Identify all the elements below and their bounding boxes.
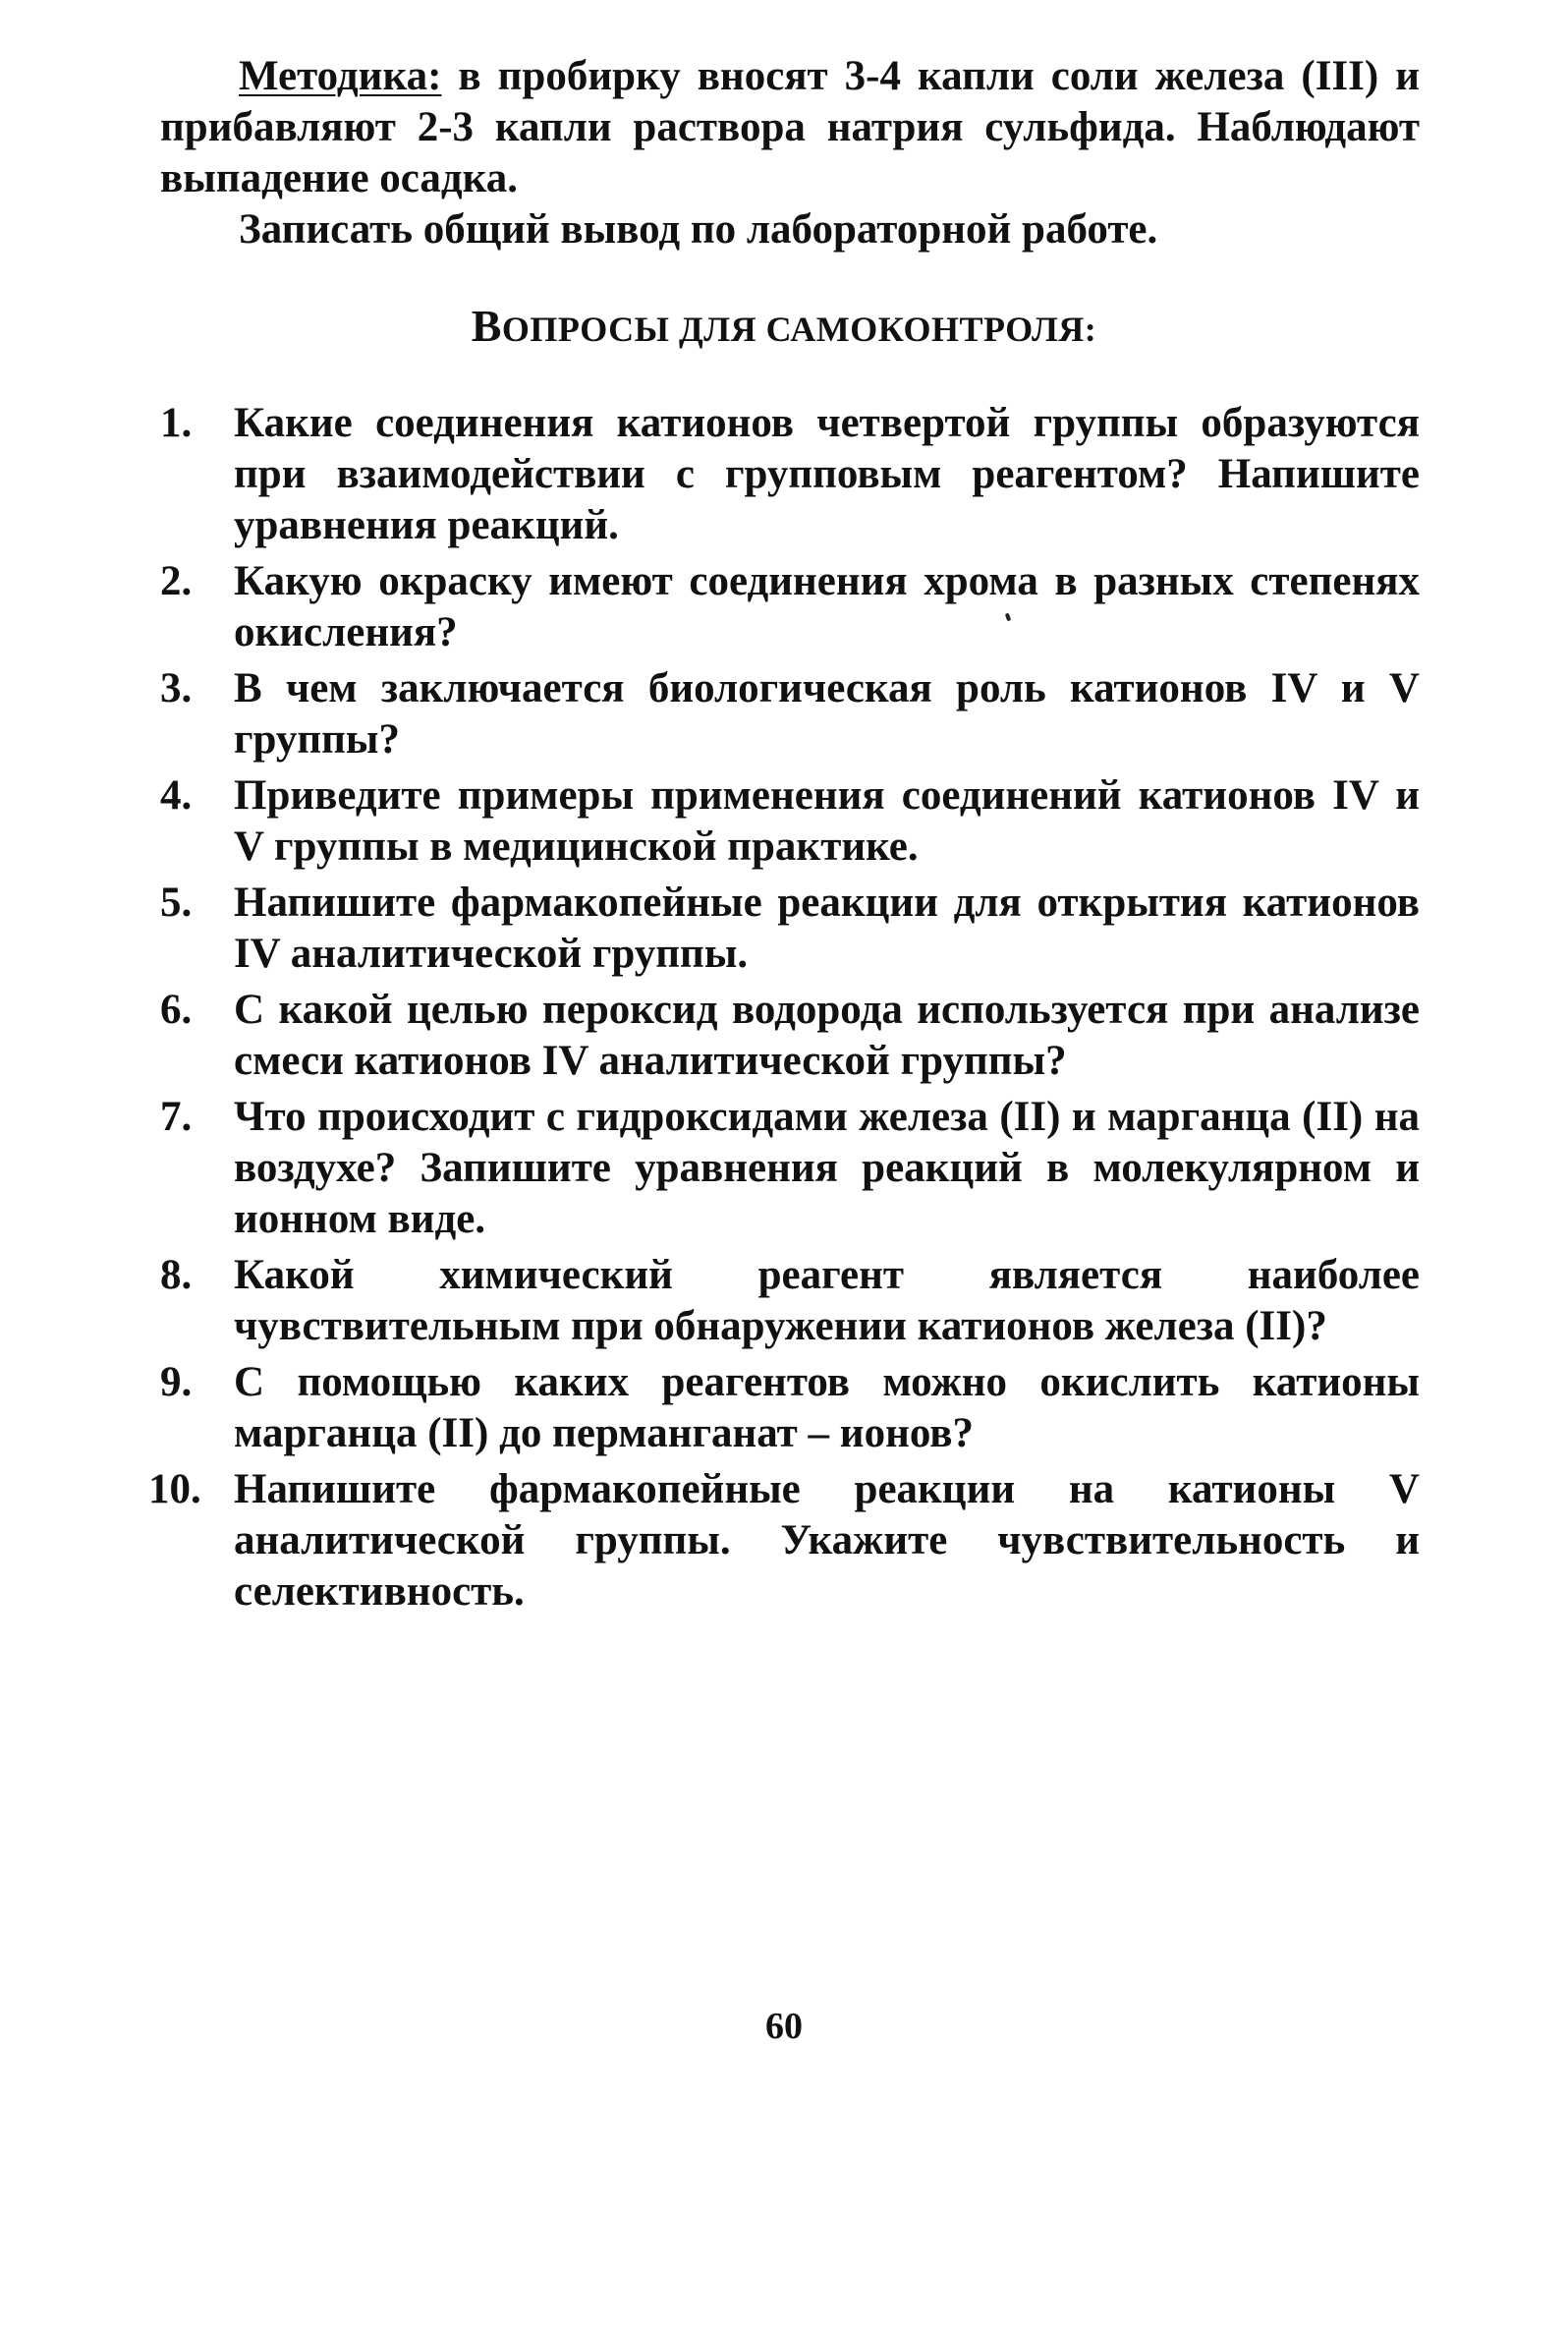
question-item [160, 663, 1420, 766]
method-section [160, 51, 1420, 256]
method-label: Методика: [239, 53, 442, 99]
question-text: Приведите примеры применения соединений катионов IV и V группы в медицинской практике. [234, 772, 1420, 870]
question-text: С какой целью пероксид водорода используется при анализе смеси катионов IV аналитической группы? [234, 987, 1420, 1084]
question-text: Напишите фармакопейные реакции для открытия катионов IV аналитической группы. [234, 880, 1420, 977]
question-item [160, 1092, 1420, 1245]
question-text: Какие соединения катионов четвертой группы образуются при взаимодействии с групповым реагентом? Напишите уравнения реакций. [234, 400, 1420, 548]
section-title-initial: В [471, 301, 502, 351]
question-number: 1. [160, 400, 193, 446]
question-number: 9. [160, 1359, 193, 1405]
question-text: С помощью каких реагентов можно окислить катионы марганца (II) до перманганат – ионов? [234, 1359, 1420, 1456]
question-number: 5. [160, 880, 193, 926]
question-item [160, 770, 1420, 873]
question-text: Какую окраску имеют соединения хрома в разных степенях окисления? [234, 558, 1420, 655]
question-item [160, 556, 1420, 658]
question-item [160, 1357, 1420, 1459]
question-number: 3. [160, 665, 193, 711]
question-item [160, 985, 1420, 1087]
question-number: 8. [160, 1252, 193, 1298]
question-item [160, 398, 1420, 551]
question-text: В чем заключается биологическая роль катионов IV и V группы? [234, 665, 1420, 763]
question-text: Что происходит с гидроксидами железа (II) и марганца (II) на воздухе? Запишите уравнения реакций в молекулярном и ионном виде. [234, 1094, 1420, 1242]
question-number: 10. [148, 1466, 201, 1512]
question-item [160, 1250, 1420, 1352]
question-text: Какой химический реагент является наиболее чувствительным при обнаружении катионов железа (II)? [234, 1252, 1420, 1349]
question-number: 7. [160, 1094, 193, 1140]
method-text: в пробирку вносят 3-4 капли соли железа (III) и прибавляют 2-3 капли раствора натрия сульфида. Наблюдают выпадение осадка. [160, 53, 1420, 201]
conclusion-paragraph: Записать общий вывод по лабораторной работе. [239, 206, 1158, 253]
page-number: 60 [765, 2006, 803, 2047]
question-number: 2. [160, 558, 193, 604]
method-paragraph [160, 51, 1420, 204]
question-number: 6. [160, 987, 193, 1033]
question-text: Напишите фармакопейные реакции на катионы V аналитической группы. Укажите чувствительность и селективность. [234, 1466, 1420, 1615]
question-number: 4. [160, 772, 193, 819]
section-title [0, 300, 1568, 352]
questions-list [148, 398, 1420, 1622]
question-item [148, 1464, 1420, 1618]
section-title-rest: ОПРОСЫ ДЛЯ САМОКОНТРОЛЯ: [501, 310, 1097, 349]
question-item [160, 878, 1420, 980]
